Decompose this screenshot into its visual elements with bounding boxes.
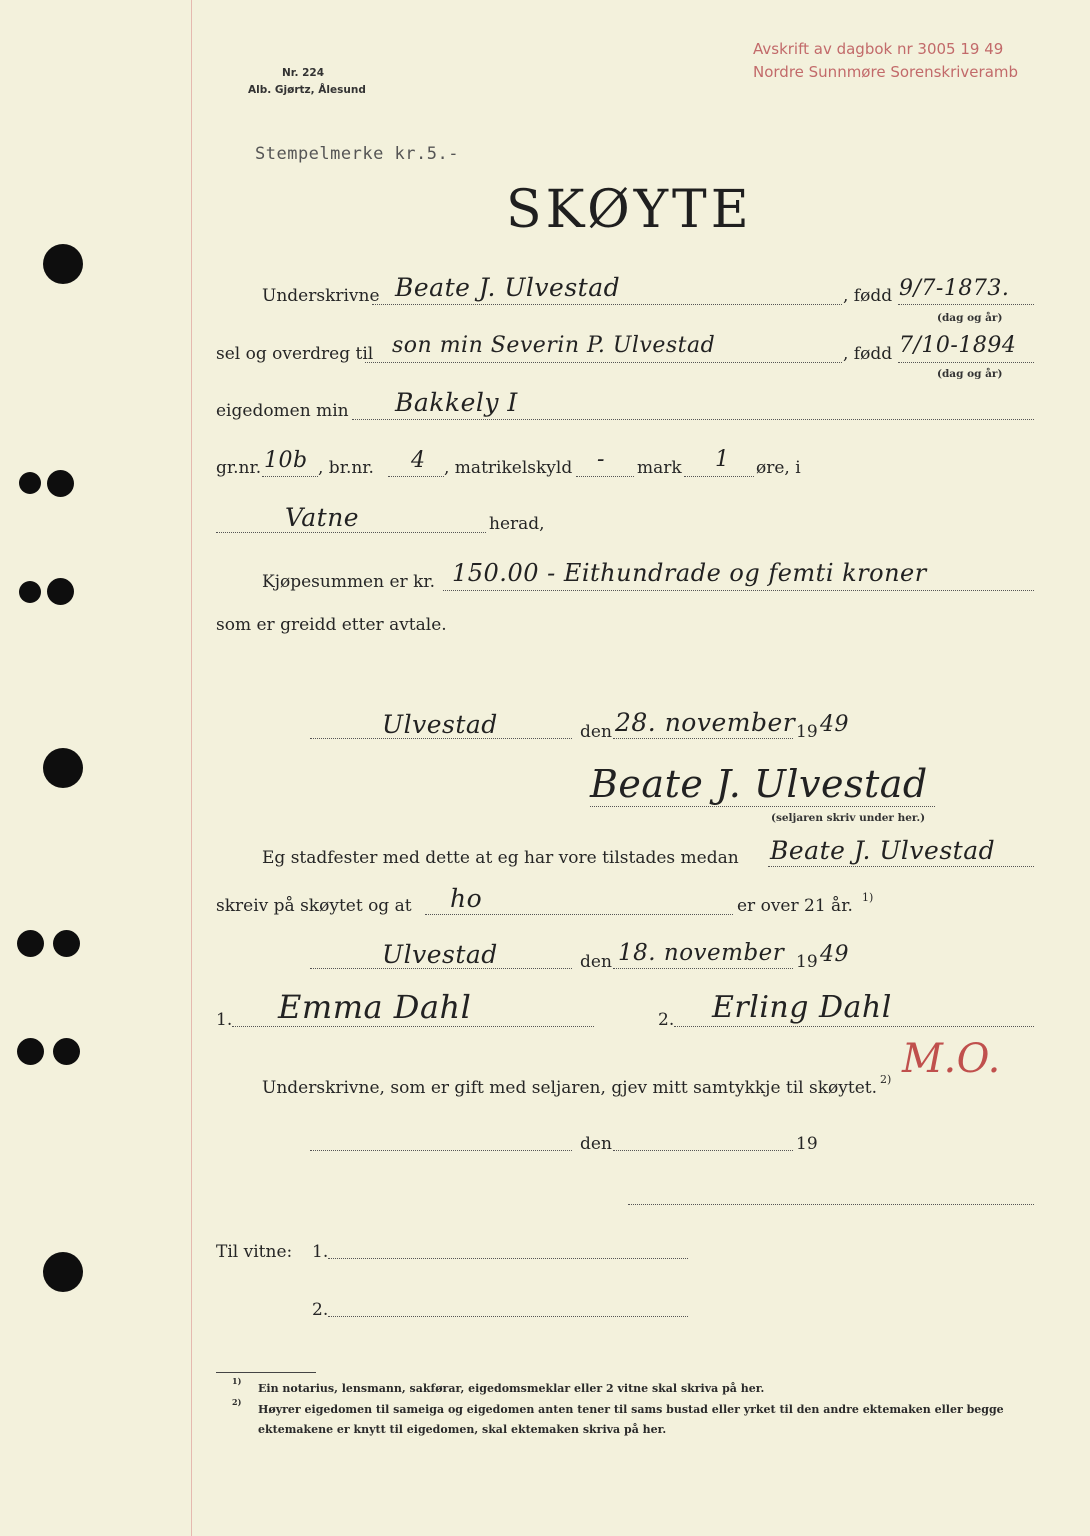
footnote-rule — [216, 1372, 316, 1373]
registry-stamp-line2: Nordre Sunnmøre Sorenskriveramb — [753, 63, 1019, 81]
footnote-2b: ektemakene er knytt til eigedomen, skal ektemaken skriva på her. — [258, 1423, 667, 1436]
punch-hole — [19, 581, 41, 603]
ore-line — [684, 476, 754, 477]
pronoun-line — [425, 914, 733, 915]
seller-born-line — [898, 304, 1034, 305]
seller-born-hint: (dag og år) — [937, 312, 1003, 324]
seller-line — [372, 304, 842, 305]
witness-statement-pronoun: ho — [450, 884, 483, 913]
spouse-signature-line — [628, 1204, 1034, 1205]
price-value: 150.00 - Eithundrade og femti kroner — [452, 559, 927, 587]
signing2-year-prefix: 19 — [796, 952, 818, 972]
buyer-born-date: 7/10-1894 — [899, 333, 1017, 358]
grnr-line — [262, 476, 318, 477]
signing2-den: den — [580, 952, 612, 972]
buyer-born-label: , fødd — [843, 344, 893, 364]
footnote-ref-2: 2) — [880, 1073, 892, 1086]
vitne-1-line — [328, 1258, 688, 1259]
grnr-label: gr.nr. — [216, 458, 262, 478]
signing1-year-prefix: 19 — [796, 722, 818, 742]
vitne-1-number: 1. — [312, 1242, 329, 1262]
publisher: Alb. Gjørtz, Ålesund — [248, 84, 366, 96]
seller-born-date: 9/7-1873. — [899, 276, 1010, 301]
property-name: Bakkely I — [395, 388, 518, 417]
witness1-number: 1. — [216, 1010, 233, 1030]
property-label: eigedomen min — [216, 401, 349, 421]
document-title: SKØYTE — [506, 180, 753, 240]
seller-signature: Beate J. Ulvestad — [590, 762, 928, 806]
registrar-initials: M.O. — [902, 1036, 1001, 1082]
margin-rule — [191, 0, 192, 1536]
punch-hole — [47, 470, 74, 497]
seller-signature-line — [590, 806, 935, 807]
signing1-year: 49 — [820, 712, 849, 737]
witness2-line — [674, 1026, 1034, 1027]
brnr-line — [388, 476, 444, 477]
stamp-duty: Stempelmerke kr.5.- — [255, 144, 459, 164]
ore-label: øre, i — [756, 458, 801, 478]
punch-hole — [17, 930, 44, 957]
form-number: Nr. 224 — [282, 67, 325, 79]
buyer-name: son min Severin P. Ulvestad — [392, 333, 716, 358]
punch-hole — [53, 1038, 80, 1065]
punch-hole — [17, 1038, 44, 1065]
signing1-den: den — [580, 722, 612, 742]
footnote-1-mark: 1) — [232, 1376, 242, 1386]
mark-line — [576, 476, 634, 477]
signing1-place: Ulvestad — [382, 710, 498, 739]
brnr-value: 4 — [411, 448, 426, 473]
seller-born-label: , fødd — [843, 286, 893, 306]
witness-statement-name: Beate J. Ulvestad — [770, 836, 996, 865]
witness-name-line — [768, 866, 1034, 867]
spouse-consent-text: Underskrivne, som er gift med seljaren, gjev mitt samtykkje til skøytet. — [262, 1078, 878, 1098]
price-label: Kjøpesummen er kr. — [262, 572, 436, 592]
buyer-label: sel og overdreg til — [216, 344, 374, 364]
spouse-date-line — [613, 1150, 793, 1151]
brnr-label: , br.nr. — [318, 458, 374, 478]
spouse-den: den — [580, 1134, 612, 1154]
witness-statement-line2b: er over 21 år. — [737, 896, 853, 916]
seller-label: Underskrivne — [262, 286, 380, 306]
footnote-2-mark: 2) — [232, 1397, 242, 1407]
vitne-label: Til vitne: — [216, 1242, 293, 1262]
witness-statement-line1: Eg stadfester med dette at eg har vore tilstades medan — [262, 848, 739, 868]
punch-hole — [43, 244, 83, 284]
district-label: herad, — [489, 514, 545, 534]
punch-hole — [43, 748, 83, 788]
footnote-ref-1: 1) — [862, 891, 874, 904]
spouse-place-line — [310, 1150, 572, 1151]
punch-hole — [43, 1252, 83, 1292]
skyld-label: , matrikelskyld — [444, 458, 573, 478]
mark-label: mark — [637, 458, 682, 478]
grnr-value: 10b — [264, 448, 308, 473]
seller-signature-hint: (seljaren skriv under her.) — [771, 812, 926, 824]
buyer-line — [365, 362, 842, 363]
signing1-date: 28. november — [615, 708, 796, 737]
signing2-year: 49 — [820, 942, 849, 967]
signing2-place: Ulvestad — [382, 940, 498, 969]
punch-hole — [53, 930, 80, 957]
witness1-signature: Emma Dahl — [278, 988, 472, 1026]
district-line — [216, 532, 486, 533]
footnote-2a: Høyrer eigedomen til sameiga og eigedomen anten tener til sams bustad eller yrket til den andre ektemaken eller begge — [258, 1403, 1004, 1416]
price-note: som er greidd etter avtale. — [216, 615, 447, 635]
seller-name: Beate J. Ulvestad — [395, 273, 621, 302]
signing1-date-line — [613, 738, 793, 739]
witness2-signature: Erling Dahl — [712, 990, 892, 1025]
witness1-line — [232, 1026, 594, 1027]
mark-value: - — [597, 447, 605, 472]
punch-hole — [19, 472, 41, 494]
district-name: Vatne — [285, 503, 360, 532]
signing2-date: 18. november — [618, 940, 785, 966]
buyer-born-hint: (dag og år) — [937, 368, 1003, 380]
price-line — [443, 590, 1034, 591]
vitne-2-line — [328, 1316, 688, 1317]
ore-value: 1 — [715, 447, 730, 472]
signing2-date-line — [613, 968, 793, 969]
buyer-born-line — [898, 362, 1034, 363]
punch-hole — [47, 578, 74, 605]
property-line — [352, 419, 1034, 420]
spouse-year-prefix: 19 — [796, 1134, 818, 1154]
footnote-1: Ein notarius, lensmann, sakførar, eigedomsmeklar eller 2 vitne skal skriva på her. — [258, 1382, 765, 1395]
vitne-2-number: 2. — [312, 1300, 329, 1320]
witness2-number: 2. — [658, 1010, 675, 1030]
registry-stamp-line1: Avskrift av dagbok nr 3005 19 49 — [753, 40, 1004, 58]
witness-statement-line2a: skreiv på skøytet og at — [216, 896, 412, 916]
